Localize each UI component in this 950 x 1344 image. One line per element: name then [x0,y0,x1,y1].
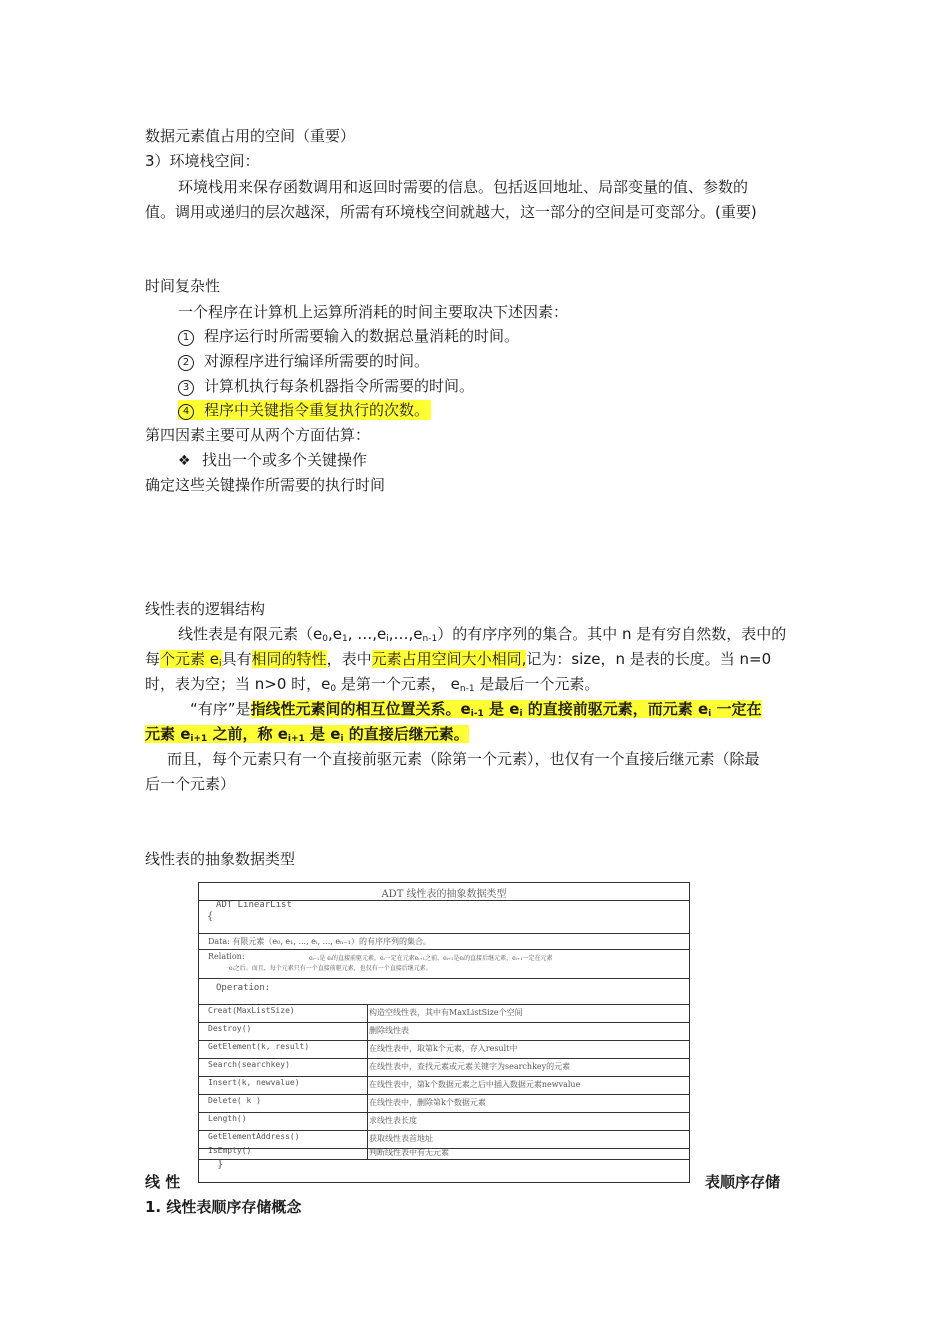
heading-adt: 线性表的抽象数据类型 [145,850,296,868]
operation-row: Destroy() 删除线性表 [208,1024,409,1035]
operation-row: GetElement(k, result) 在线性表中，取第k个元素，存入result中 [208,1042,518,1053]
paragraph-time-intro: 一个程序在计算机上运算所消耗的时间主要取决下述因素： [178,303,569,321]
paragraph-fourth-factor: 第四因素主要可从两个方面估算： [145,426,371,444]
circled-number: 4 [178,404,194,420]
paragraph-linear-list-def-3: 时，表为空；当 n>0 时，$e_0$ 是第一个元素， $e_{n-1}$ 是最后一个元素。 [145,675,600,694]
paragraph-linear-list-def-2: 每个元素 $e_i$具有相同的特性，表中元素占用空间大小相同,记为：size，n 是表的长度。当 n=0 [145,650,772,669]
adt-table-header: ADT 线性表的抽象数据类型 [381,889,507,900]
paragraph-predecessor-2: 后一个元素） [145,775,236,793]
diamond-bullet-icon: ❖ [178,453,191,469]
seq-storage-left: 线 性 [145,1173,181,1191]
heading-time-complexity: 时间复杂性 [145,277,221,295]
seq-storage-right: 表顺序存储 [705,1173,781,1191]
adt-relation-line2: eᵢ之后。而且，每个元素只有一个直接前驱元素，也仅有一个直接后继元素。 [229,965,432,972]
operation-row: Insert(k, newvalue) 在线性表中，第k个数据元素之后中插入数据元素newvalue [208,1078,581,1089]
circled-number: 1 [178,330,194,346]
operation-row: Creat(MaxListSize) 构造空线性表，其中有MaxListSize个空间 [208,1006,523,1017]
adt-operation-label: Operation: [216,983,271,993]
factor-item: 1 程序运行时所需要输入的数据总量消耗的时间。 [178,326,519,346]
paragraph-env-stack-title: 3）环境栈空间： [145,152,260,170]
operation-row: IsEmpty() 判断线性表中有无元素 [208,1146,449,1157]
operation-row: Delete( k ) 在线性表中，删除第k个数据元素 [208,1096,486,1107]
paragraph-determine: 确定这些关键操作所需要的执行时间 [145,476,386,494]
brace-open: { [207,911,214,922]
factor-item: 3 计算机执行每条机器指令所需要的时间。 [178,376,474,396]
adt-relation-line1: eᵢ₋₁是 eᵢ的直接前驱元素，eᵢ一定在元素eᵢ₊₁之前，eᵢ₊₁是eᵢ的直接后继元素，eᵢ₊₁一定在元素 [309,955,553,962]
paragraph-order-1: “有序”是指线性元素间的相互位置关系。$e_{i-1}$ 是 $e_i$ 的直接前驱元素，而元素 $e_i$ 一定在 [190,700,762,719]
paragraph-env-stack-1: 环境栈用来保存函数调用和返回时需要的信息。包括返回地址、局部变量的值、参数的 [178,178,749,196]
heading-logic-structure: 线性表的逻辑结构 [145,600,266,618]
paragraph-space: 数据元素值占用的空间（重要） [145,127,356,145]
operation-row: Length() 求线性表长度 [208,1114,417,1125]
operation-row: Search(searchkey) 在线性表中，查找元素或元素关键字为searchkey的元素 [208,1060,571,1071]
paragraph-env-stack-2: 值。调用或递归的层次越深，所需有环境栈空间就越大，这一部分的空间是可变部分。(重要) [145,203,757,221]
adt-table-image [198,882,690,1183]
bullet-item: ❖ 找出一个或多个关键操作 [178,451,368,469]
circled-number: 3 [178,380,194,396]
adt-data: Data: 有限元素（e₀, e₁, ..., eᵢ, ..., eₙ₋₁）的有序序列的集合。 [208,937,431,946]
heading-seq-concept: 1. 线性表顺序存储概念 [145,1198,302,1216]
brace-close: } [217,1159,224,1170]
paragraph-linear-list-def-1: 线性表是有限元素（$e_0,e_1$, $\dots,e_i,\dots,e_{n-1}$）的有序序列的集合。其中 n 是有穷自然数，表中的 [178,625,787,644]
paragraph-predecessor-1: 而且，每个元素只有一个直接前驱元素（除第一个元素），也仅有一个直接后继元素（除最 [167,750,760,768]
adt-relation-label: Relation: [208,952,245,961]
factor-item: 2 对源程序进行编译所需要的时间。 [178,351,429,371]
factor-item-highlighted: 4 程序中关键指令重复执行的次数。 [178,400,431,420]
operation-row: GetElementAddress() 获取线性表首地址 [208,1132,433,1143]
adt-name: ADT LinearList [216,900,292,910]
circled-number: 2 [178,355,194,371]
paragraph-order-2: 元素 $e_{i+1}$ 之前，称 $e_{i+1}$ 是 $e_i$ 的直接后继元素。 [145,725,469,744]
